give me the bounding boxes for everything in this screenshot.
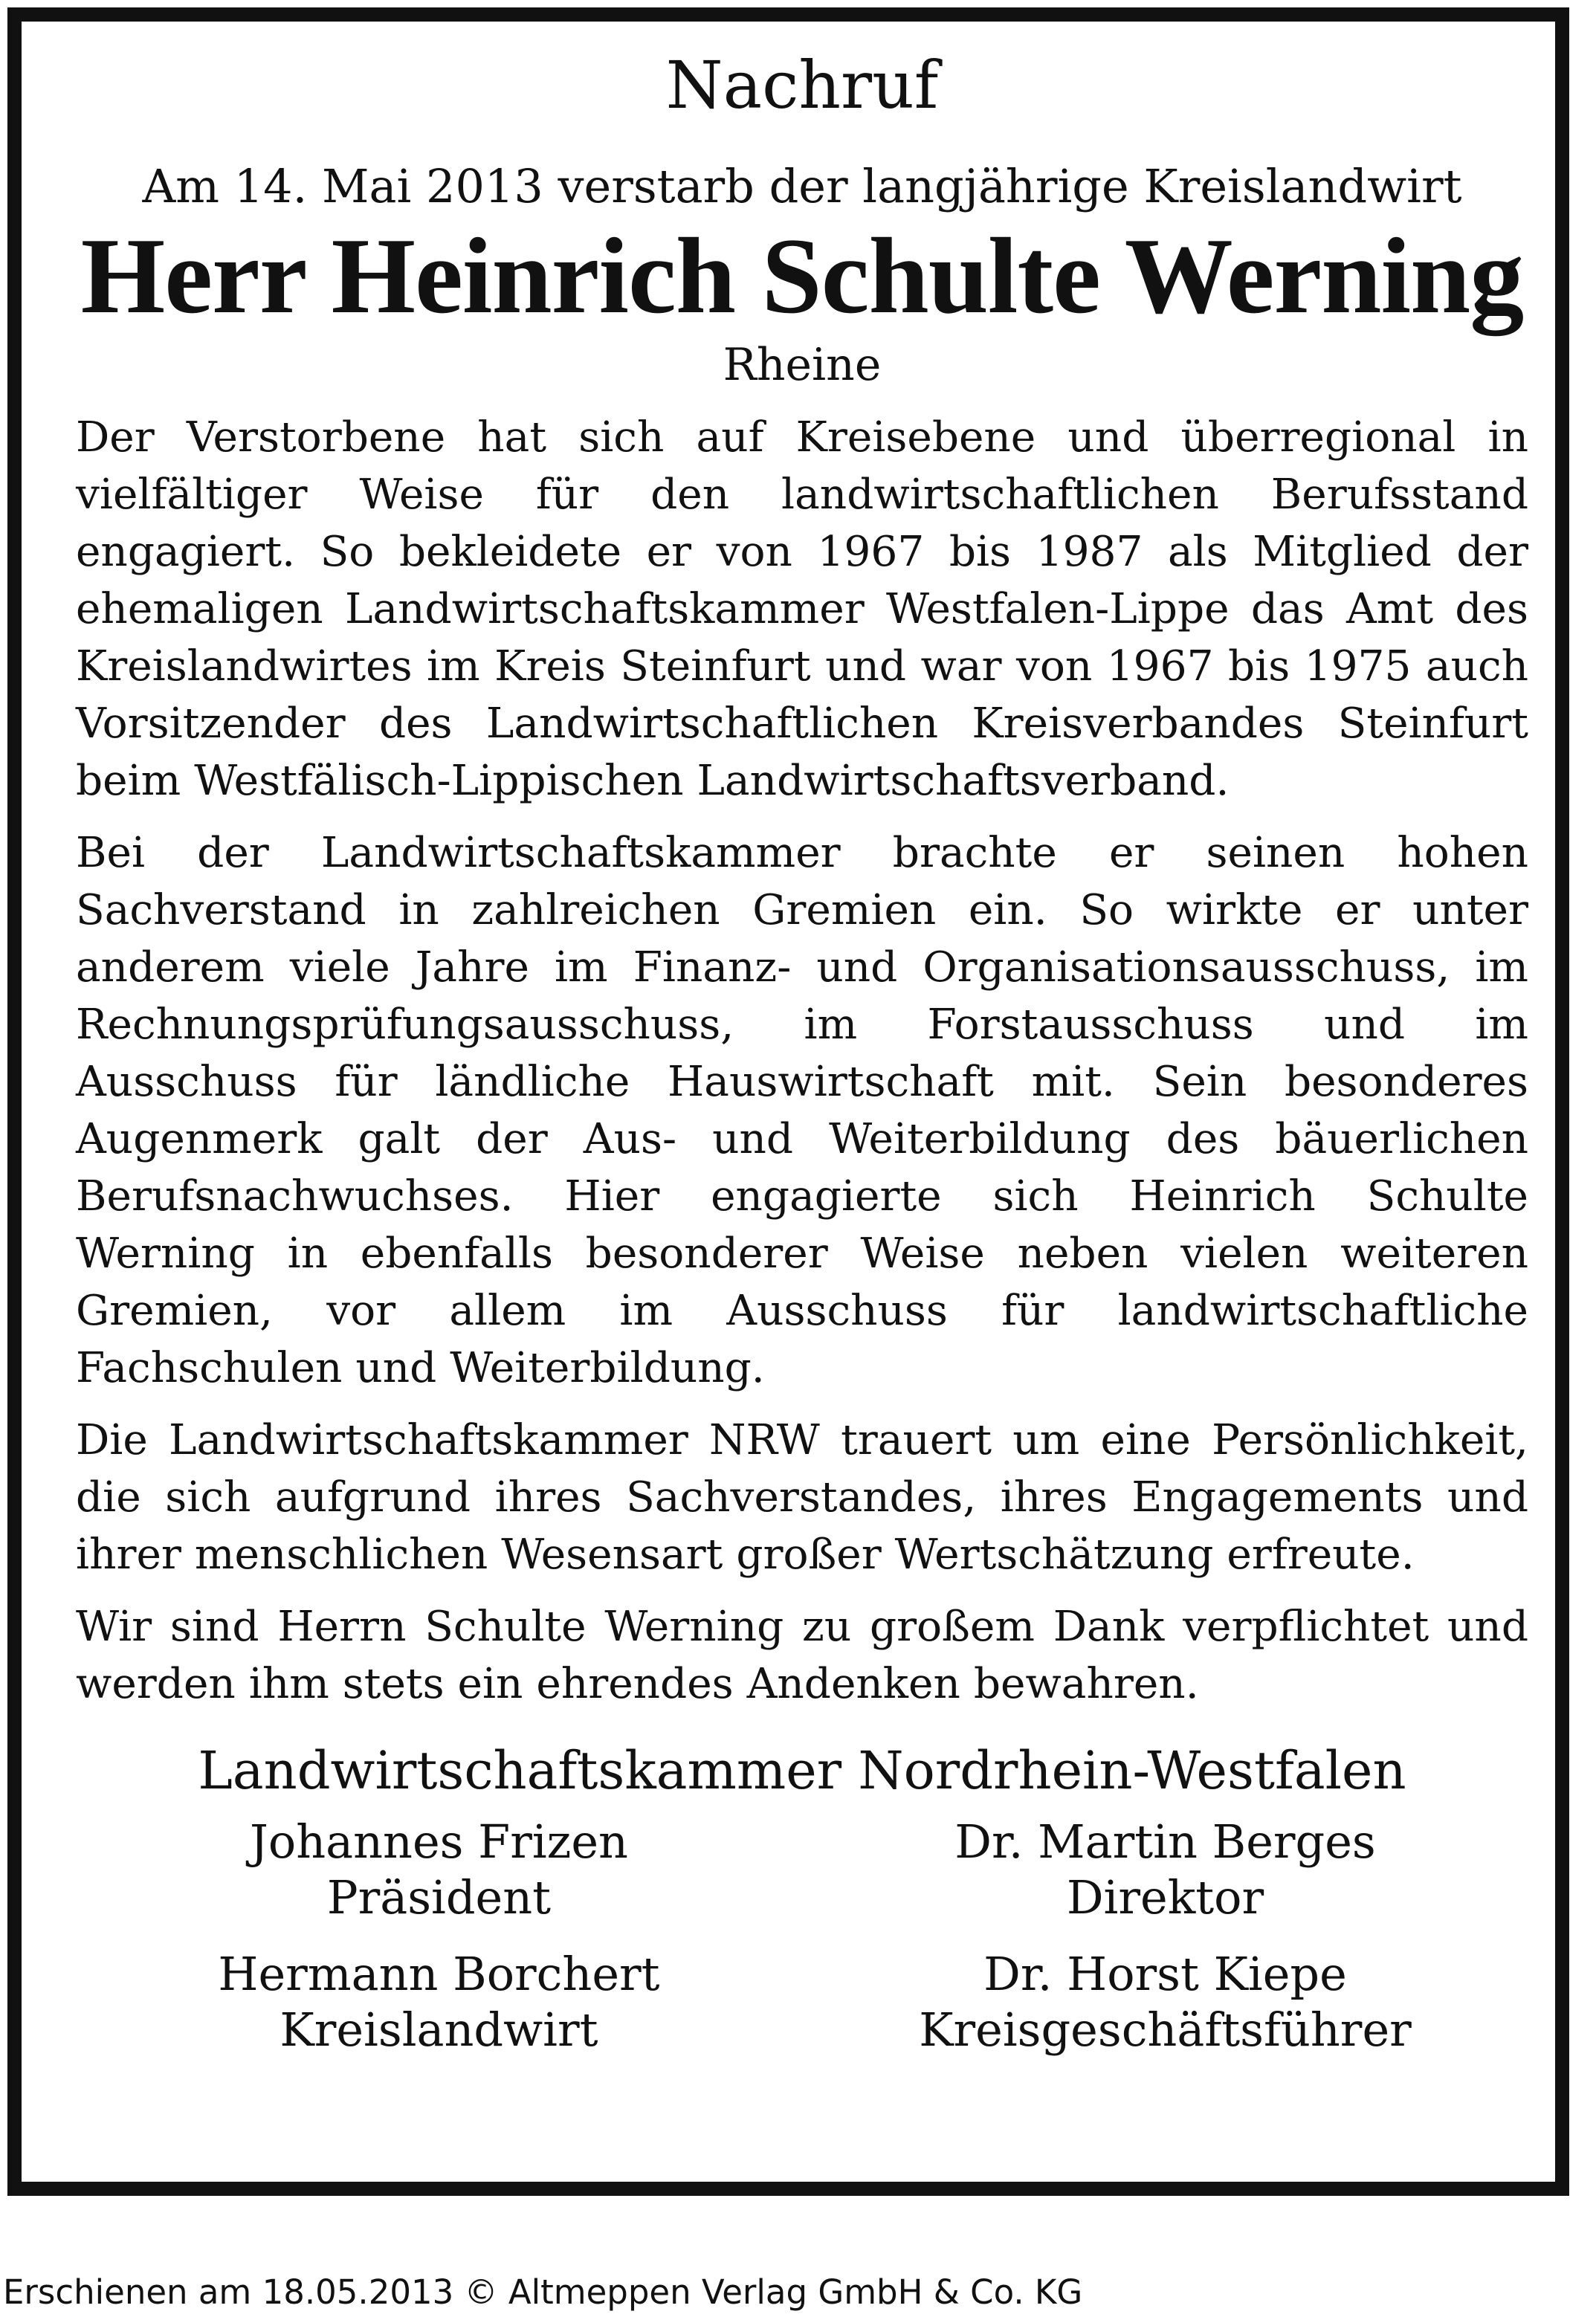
signer-name: Dr. Martin Berges	[954, 1815, 1376, 1869]
intro-line: Am 14. Mai 2013 verstarb der langjährige Kreislandwirt	[142, 159, 1462, 213]
signer-name: Dr. Horst Kiepe	[983, 1947, 1347, 2001]
signers	[76, 1814, 1528, 2078]
signer	[76, 1946, 802, 2058]
organization-name: Landwirtschaftskammer Nordrhein-Westfalen	[198, 1740, 1406, 1801]
signer	[802, 1946, 1528, 2058]
publication-footer: Erschienen am 18.05.2013 © Altmeppen Verlag GmbH & Co. KG	[3, 2272, 1083, 2312]
paragraph: Bei der Landwirtschaftskammer brachte er seinen hohen Sachverstand in zahlreichen Gremien ein. So wirkte er unter anderem viele Jahre im Finanz- und Organisationsausschuss, im Rechnungsprüfungsausschuss, im Forstausschuss und im Ausschuss für ländliche Hauswirtschaft mit. Sein besonderes Augenmerk galt der Aus- und Weiterbildung des bäuerlichen Berufsnachwuchses. Hier engagierte sich Heinrich Schulte Werning in ebenfalls besonderer Weise neben vielen weiteren Gremien, vor allem im Ausschuss für landwirtschaftliche Fachschulen und Weiterbildung.	[76, 829, 1528, 1392]
paragraph: Die Landwirtschaftskammer NRW trauert um eine Persönlichkeit, die sich aufgrund ihres Sachverstandes, ihres Engagements und ihrer menschlichen Wesensart großer Wertschätzung erfreute.	[76, 1416, 1528, 1579]
signer-title: Direktor	[1066, 1870, 1264, 1925]
signer-name: Hermann Borchert	[218, 1947, 660, 2001]
signer-name: Johannes Frizen	[250, 1815, 628, 1869]
deceased-name: Herr Heinrich Schulte Werning	[80, 216, 1524, 336]
obituary-content	[76, 45, 1528, 2185]
signer-title: Kreisgeschäftsführer	[919, 2003, 1412, 2057]
signer-title: Präsident	[326, 1870, 552, 1925]
signer	[76, 1814, 802, 1925]
obituary-body	[76, 409, 1528, 1713]
paragraph: Wir sind Herrn Schulte Werning zu großem Dank verpflichtet und werden ihm stets ein ehrendes Andenken bewahren.	[76, 1603, 1528, 1708]
deceased-place: Rheine	[723, 339, 882, 391]
signer-title: Kreislandwirt	[280, 2003, 598, 2057]
obituary-heading: Nachruf	[665, 47, 939, 123]
signer	[802, 1814, 1528, 1925]
paragraph: Der Verstorbene hat sich auf Kreisebene und überregional in vielfältiger Weise für den landwirtschaftlichen Berufsstand engagiert. So bekleidete er von 1967 bis 1987 als Mitglied der ehemaligen Landwirtschaftskammer Westfalen-Lippe das Amt des Kreislandwirtes im Kreis Steinfurt und war von 1967 bis 1975 auch Vorsitzender des Landwirtschaftlichen Kreisverbandes Steinfurt beim Westfälisch-Lippischen Landwirtschaftsverband.	[76, 413, 1528, 805]
